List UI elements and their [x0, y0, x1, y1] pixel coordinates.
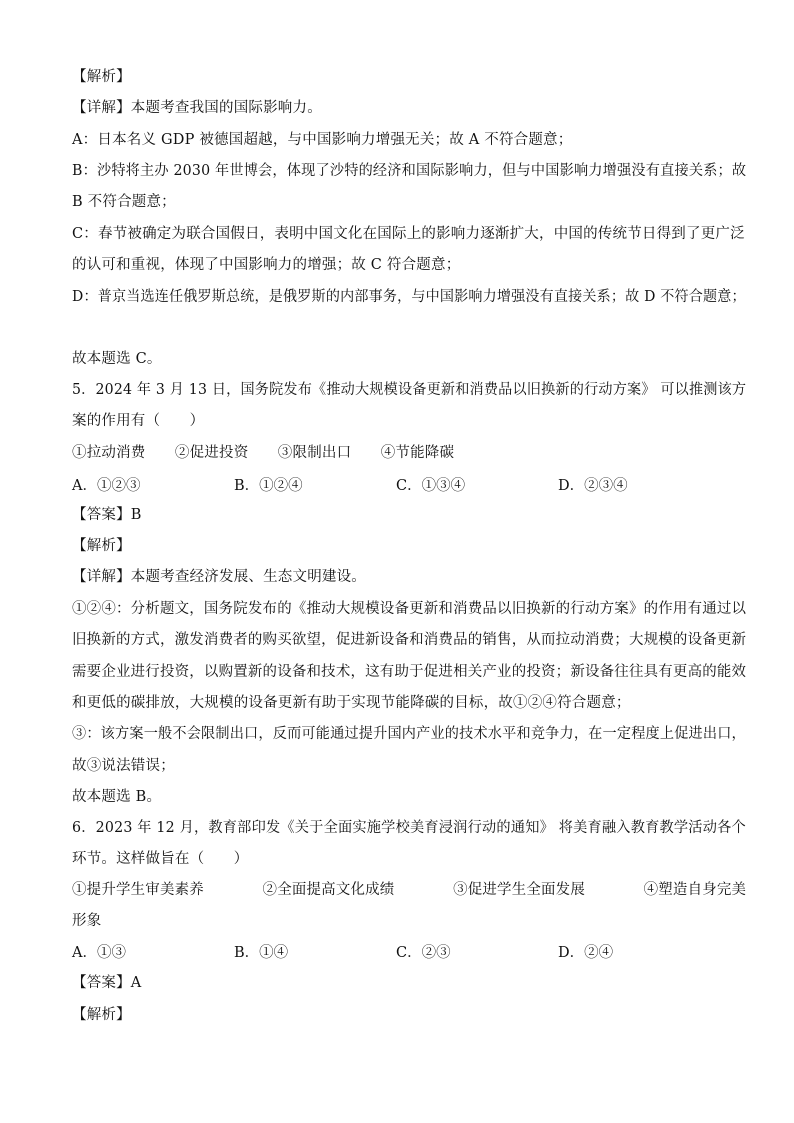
q4-detail: 【详解】本题考查我国的国际影响力。 [72, 100, 322, 116]
q6-analysis-tag: 【解析】 [72, 1007, 131, 1023]
q4-option-c-analysis-line1: C：春节被确定为联合国假日，表明中国文化在国际上的影响力逐渐扩大，中国的传统节日得到了更广泛 [72, 226, 745, 242]
q4-option-a-analysis: A：日本名义 GDP 被德国超越，与中国影响力增强无关；故 A 不符合题意； [72, 132, 573, 148]
q5-analysis-line2: 旧换新的方式，激发消费者的购买欲望，促进新设备和消费品的销售，从而拉动消费；大规模的设备更新 [72, 632, 747, 648]
q4-conclusion: 故本题选 C。 [72, 351, 162, 367]
q5-option-c: C．①③④ [396, 478, 466, 494]
q6-option-c: C．②③ [396, 945, 451, 961]
q5-analysis-tag: 【解析】 [72, 538, 131, 554]
q5-items: ①拉动消费 ②促进投资 ③限制出口 ④节能降碳 [72, 445, 455, 461]
q6-items: ①提升学生审美素养 ②全面提高文化成绩 ③促进学生全面发展 ④塑造自身完美 [72, 882, 747, 898]
q4-analysis-tag: 【解析】 [72, 69, 131, 85]
q5-answer: 【答案】B [72, 507, 142, 523]
q4-option-c-analysis-line2: 的认可和重视，体现了中国影响力的增强；故 C 符合题意； [72, 257, 461, 273]
q5-analysis-line5: ③：该方案一般不会限制出口，反而可能通过提升国内产业的技术水平和竞争力，在一定程度上促进出口， [72, 726, 746, 742]
q4-option-b-analysis-line1: B：沙特将主办 2030 年世博会，体现了沙特的经济和国际影响力，但与中国影响力增强没有直接关系；故 [72, 163, 747, 179]
q5-conclusion: 故本题选 B。 [72, 789, 162, 805]
q4-option-d-analysis: D：普京当选连任俄罗斯总统，是俄罗斯的内部事务，与中国影响力增强没有直接关系；故 D 不符合题意； [72, 289, 746, 305]
q6-answer: 【答案】A [72, 975, 142, 991]
q6-option-d: D．②④ [558, 945, 614, 961]
q5-option-d: D．②③④ [558, 478, 628, 494]
q5-analysis-line1: ①②④：分析题文，国务院发布的《推动大规模设备更新和消费品以旧换新的行动方案》的作用有通过以 [72, 601, 747, 617]
q5-option-a: A．①②③ [72, 478, 141, 494]
q6-option-b: B．①④ [234, 945, 289, 961]
q6-stem-line2: 环节。这样做旨在（ ） [72, 851, 249, 867]
q5-analysis-line6: 故③说法错误； [72, 758, 175, 774]
q5-stem-line2: 案的作用有（ ） [72, 413, 205, 429]
q4-option-b-analysis-line2: B 不符合题意； [72, 194, 176, 210]
q5-detail: 【详解】本题考查经济发展、生态文明建设。 [72, 569, 366, 585]
q5-option-b: B．①②④ [234, 478, 303, 494]
q5-analysis-line3: 需要企业进行投资，以购置新的设备和技术，这有助于促进相关产业的投资；新设备往往具有更高的能效 [72, 664, 747, 680]
q6-items-line2: 形象 [72, 913, 102, 929]
q5-stem-line1: 5．2024 年 3 月 13 日，国务院发布《推动大规模设备更新和消费品以旧换新的行动方案》 可以推测该方 [72, 382, 747, 398]
q5-analysis-line4: 和更低的碳排放，大规模的设备更新有助于实现节能降碳的目标，故①②④符合题意； [72, 695, 631, 711]
q6-option-a: A．①③ [72, 945, 126, 961]
q6-stem-line1: 6．2023 年 12 月，教育部印发《关于全面实施学校美育浸润行动的通知》 将美育融入教育教学活动各个 [72, 820, 746, 836]
